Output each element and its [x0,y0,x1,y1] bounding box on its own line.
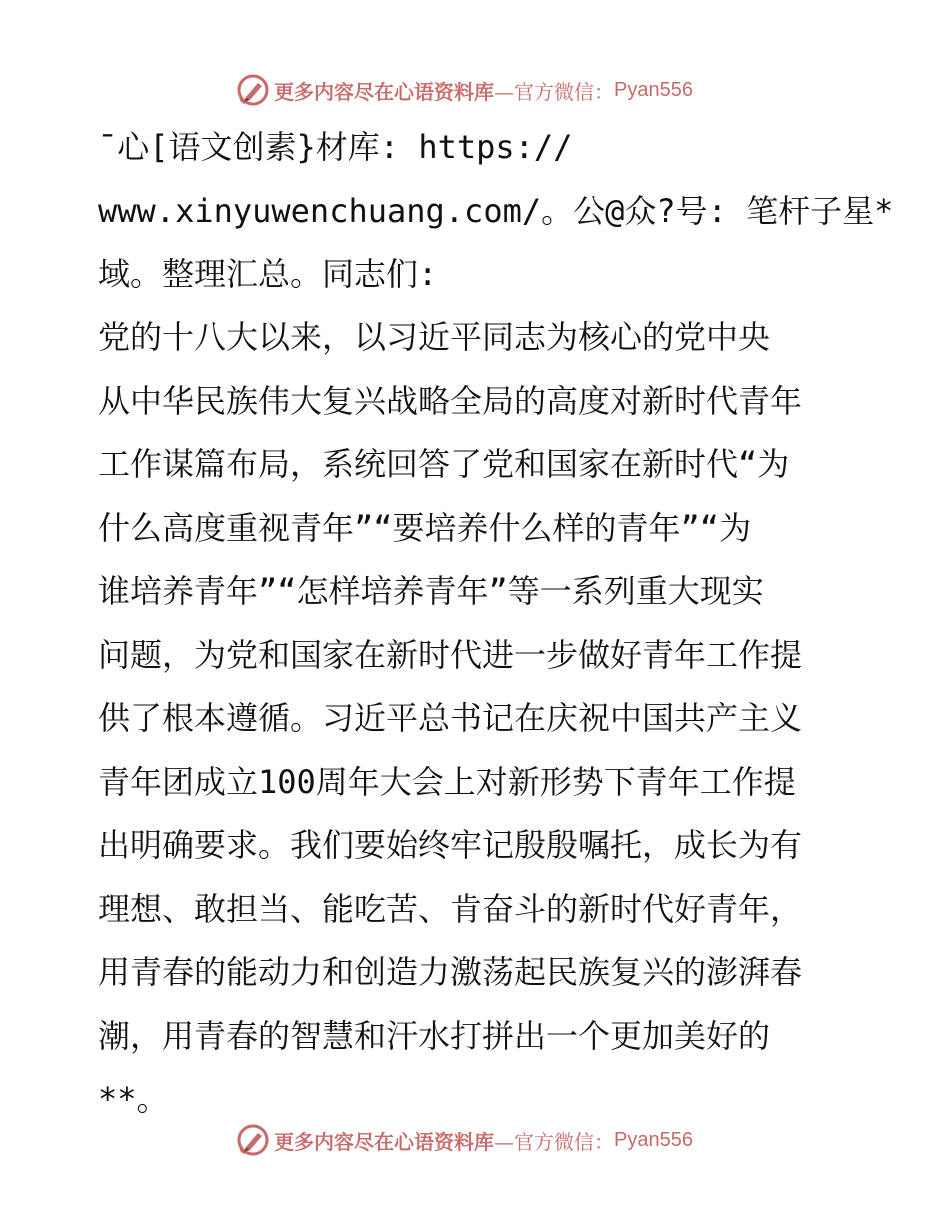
watermark-wechat-id: Pyan556 [614,78,693,101]
watermark-sub-text: —官方微信： [494,1129,614,1154]
intro-line: 域。整理汇总。同志们: [98,255,438,293]
watermark-main-text: 更多内容尽在心语资料库 [274,1129,494,1154]
paragraph-line: 青年团成立100周年大会上对新形势下青年工作提 [98,762,796,801]
paragraph-line: 从中华民族伟大复兴战略全局的高度对新时代青年 [98,381,803,420]
paragraph-line: **。 [98,1080,169,1118]
paragraph-line: 工作谋篇布局，系统回答了党和国家在新时代“为 [98,445,790,483]
paragraph-line: 党的十八大以来，以习近平同志为核心的党中央 [98,318,771,356]
paragraph-line: 出明确要求。我们要始终牢记殷殷嘱托，成长为有 [98,826,803,864]
footer-watermark [236,1122,693,1158]
watermark-wechat-id: Pyan556 [614,1128,693,1151]
main-paragraph [98,306,858,1132]
watermark-sub-text: —官方微信： [494,79,614,104]
watermark-main-text: 更多内容尽在心语资料库 [274,79,494,104]
paragraph-line: 用青春的能动力和创造力激荡起民族复兴的澎湃春 [98,953,803,991]
intro-line: www.xinyuwenchuang.com/。公@众?号: 笔杆子星* [98,191,894,230]
intro-line: ¯心[语文创素}材库: https:// [98,128,573,166]
intro-block [98,116,894,307]
paragraph-line: 理想、敢担当、能吃苦、肯奋斗的新时代好青年， [98,889,803,928]
paragraph-line: 问题，为党和国家在新时代进一步做好青年工作提 [98,635,803,674]
pen-seal-logo-icon [236,73,270,107]
header-watermark [236,72,693,108]
paragraph-line: 什么高度重视青年”“要培养什么样的青年”“为 [98,508,752,547]
paragraph-line: 供了根本遵循。习近平总书记在庆祝中国共产主义 [98,699,803,737]
pen-seal-logo-icon [236,1123,270,1157]
paragraph-line: 潮，用青春的智慧和汗水打拼出一个更加美好的 [98,1016,771,1055]
paragraph-line: 谁培养青年”“怎样培养青年”等一系列重大现实 [98,572,764,610]
